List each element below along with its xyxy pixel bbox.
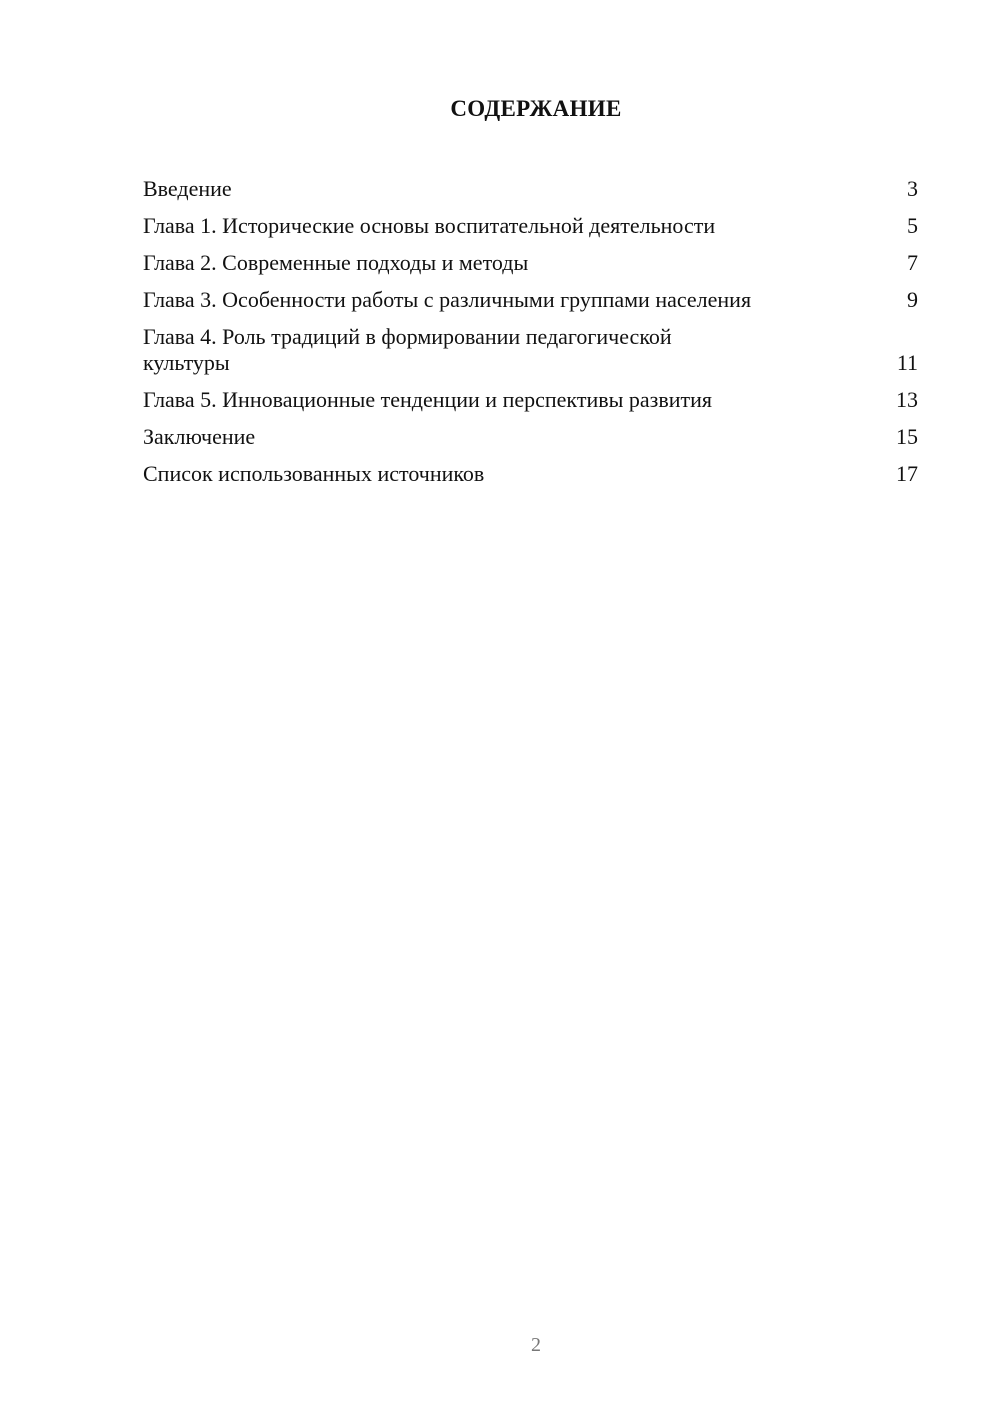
toc-entry-page: 17 [896,460,918,486]
toc-entry-page: 15 [896,423,918,449]
toc-entry-chapter-4[interactable] [143,318,918,381]
toc-entry-page: 9 [907,286,918,312]
toc-entry-title: Глава 5. Инновационные тенденции и перспективы развития [143,386,713,412]
page-title: СОДЕРЖАНИЕ [450,96,622,121]
toc-entry-chapter-1[interactable] [143,207,918,244]
toc-entry-chapter-3[interactable] [143,281,918,318]
toc-entry-chapter-5[interactable] [143,381,918,418]
toc-entry-page: 3 [907,175,918,201]
toc-entry-conclusion[interactable] [143,418,918,455]
toc-entry-page: 13 [896,386,918,412]
page-number: 2 [531,1334,541,1356]
toc-entry-references[interactable] [143,455,918,492]
toc-entry-title: Глава 2. Современные подходы и методы [143,249,529,275]
toc-entry-title: Глава 3. Особенности работы с различными группами населения [143,286,752,312]
toc-entry-title: Глава 1. Исторические основы воспитательной деятельности [143,212,716,238]
toc-entry-page: 5 [907,212,918,238]
toc-entry-title: Введение [143,175,232,201]
toc-entry-chapter-2[interactable] [143,244,918,281]
toc-entry-title: Список использованных источников [143,460,485,486]
toc-entry-page: 11 [896,349,918,375]
toc-entry-title: Заключение [143,423,256,449]
table-of-contents [143,170,918,492]
toc-entry-introduction[interactable] [143,170,918,207]
toc-entry-page: 7 [907,249,918,275]
toc-entry-title: Глава 4. Роль традиций в формировании педагогической культуры [143,323,672,375]
